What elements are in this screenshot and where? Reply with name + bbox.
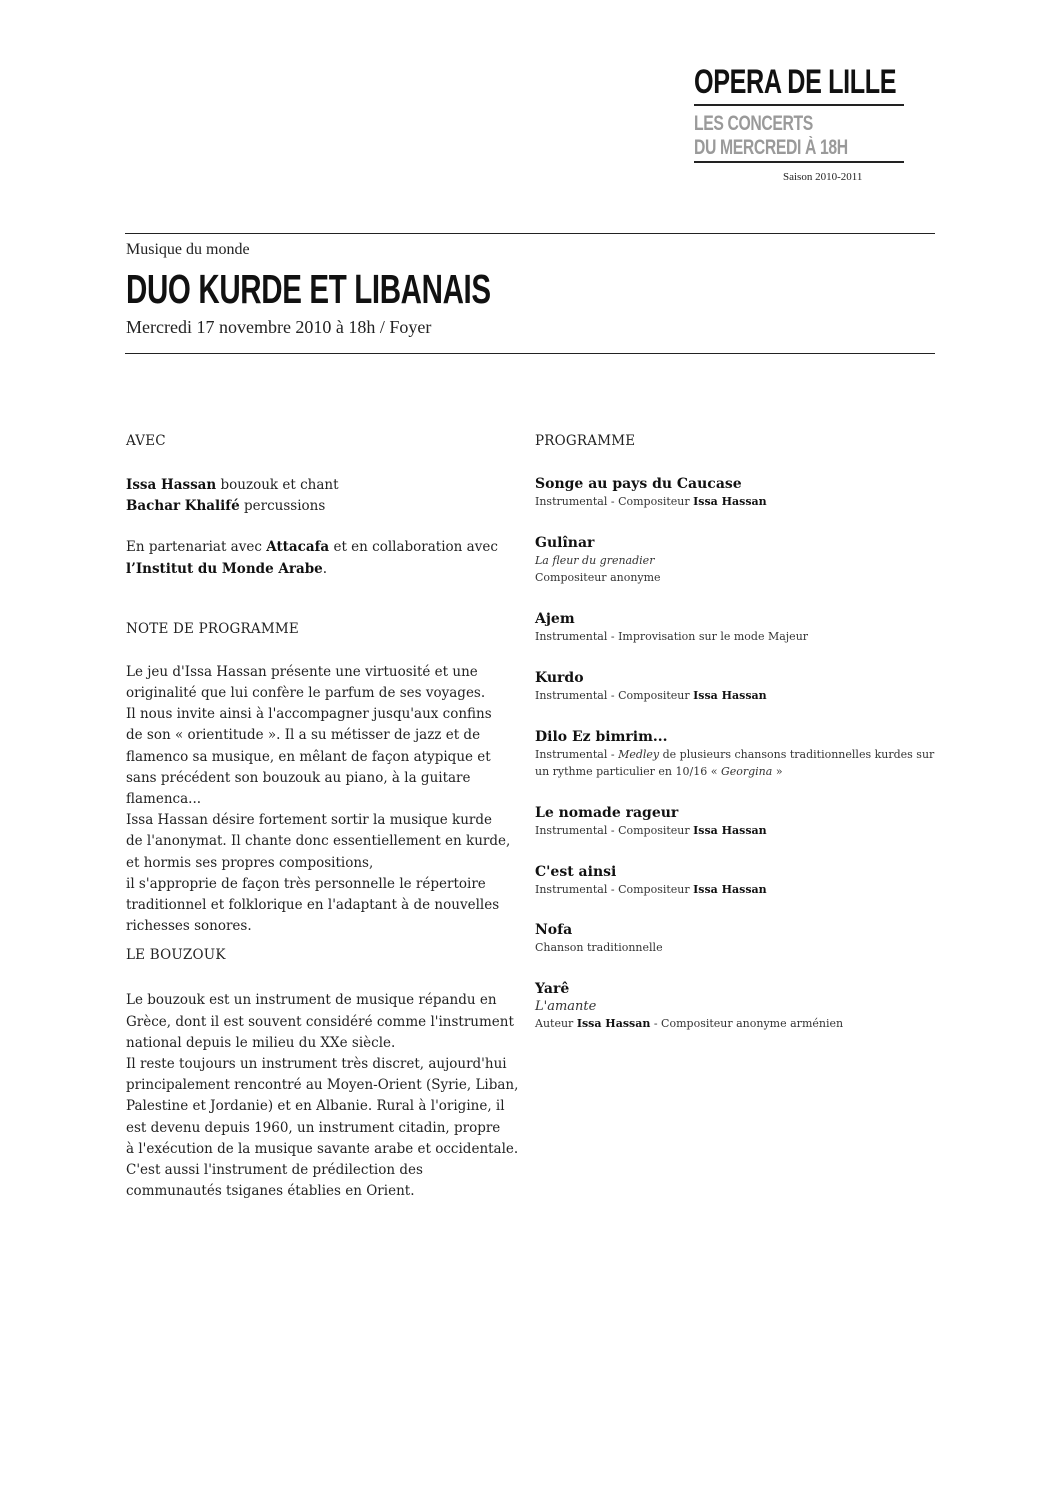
programme-item [535, 980, 935, 1032]
details-italic: Georgina [720, 765, 773, 778]
details-italic: Medley [618, 748, 660, 761]
partner-name: l’Institut du Monde Arabe [126, 560, 323, 577]
piece-details [535, 493, 935, 510]
season-label: Saison 2010-2011 [783, 171, 863, 183]
brand-title: OPERA DE LILLE [694, 63, 897, 101]
details-text: » [772, 765, 783, 778]
text-line: traditionnel et folklorique en l'adaptant à de nouvelles [126, 897, 500, 914]
partnership-text-2: et en collaboration avec [329, 539, 498, 556]
programme-list [535, 475, 935, 1032]
piece-details [535, 763, 935, 780]
piece-details [535, 1015, 935, 1032]
section-heading-note: NOTE DE PROGRAMME [126, 620, 299, 637]
piece-details [535, 822, 935, 839]
composer-name: Issa Hassan [693, 824, 767, 837]
partnership-text [126, 537, 526, 579]
text-line: à l'exécution de la musique savante arabe et occidentale. [126, 1140, 519, 1157]
divider [125, 353, 935, 354]
divider [125, 233, 935, 234]
series-title-line2: DU MERCREDI À 18H [694, 136, 848, 159]
text-line: flamenco sa musique, en mêlant de façon atypique et [126, 748, 491, 765]
programme-item [535, 669, 935, 704]
performer-role: percussions [244, 498, 326, 515]
performer-role: bouzouk et chant [220, 477, 339, 493]
text-line: Palestine et Jordanie) et en Albanie. Rural à l'origine, il [126, 1098, 505, 1115]
programme-item [535, 534, 935, 586]
piece-title: Dilo Ez bimrim... [535, 729, 668, 745]
piece-title: Yarê [535, 981, 570, 997]
piece-details [535, 746, 935, 763]
performer-name: Bachar Khalifé [126, 498, 240, 515]
text-line: Il nous invite ainsi à l'accompagner jusqu'aux confins [126, 706, 492, 723]
partner-name: Attacafa [266, 539, 330, 556]
text-line: C'est aussi l'instrument de prédilection des [126, 1162, 423, 1179]
text-line: national depuis le milieu du XXe siècle. [126, 1034, 396, 1051]
divider [694, 161, 904, 163]
programme-item [535, 610, 935, 645]
bouzouk-paragraph [126, 990, 526, 1202]
details-text: Instrumental - Compositeur [535, 883, 694, 896]
event-title: DUO KURDE ET LIBANAIS [126, 266, 491, 312]
piece-title: Kurdo [535, 670, 584, 686]
piece-title: Nofa [535, 922, 573, 938]
performer-name: Issa Hassan [126, 477, 217, 493]
composer-name: Issa Hassan [693, 495, 767, 508]
event-date: Mercredi 17 novembre 2010 à 18h / Foyer [126, 317, 432, 337]
partnership-text-1: En partenariat avec [126, 539, 267, 556]
details-text: Instrumental - Compositeur [535, 689, 694, 702]
programme-item [535, 863, 935, 898]
section-heading-avec: AVEC [126, 433, 166, 449]
text-line: Il reste toujours un instrument très discret, aujourd'hui [126, 1056, 507, 1073]
text-line: Le bouzouk est un instrument de musique répandu en [126, 992, 497, 1009]
details-text: un rythme particulier en 10/16 « [535, 765, 721, 778]
programme-item [535, 475, 935, 510]
section-heading-programme: PROGRAMME [535, 433, 636, 449]
piece-details [535, 881, 935, 898]
text-line: de son « orientitude ». Il a su métisser de jazz et de [126, 727, 481, 744]
details-text: Instrumental - Compositeur [535, 495, 694, 508]
text-line: principalement rencontré au Moyen-Orient (Syrie, Liban, [126, 1077, 519, 1094]
piece-details [535, 628, 935, 645]
text-line: et hormis ses propres compositions, [126, 854, 374, 871]
text-line: richesses sonores. [126, 918, 252, 935]
programme-item [535, 728, 935, 780]
piece-details [535, 569, 935, 586]
details-text: Chanson traditionnelle [535, 941, 663, 954]
text-line: de l'anonymat. Il chante donc essentiellement en kurde, [126, 833, 511, 850]
details-text: - Compositeur anonyme arménien [650, 1017, 844, 1030]
right-column [535, 433, 935, 1032]
piece-title: Songe au pays du Caucase [535, 476, 742, 492]
partnership-text-3: . [322, 560, 328, 577]
piece-title: Le nomade rageur [535, 805, 679, 821]
piece-subtitle: L'amante [535, 999, 597, 1014]
programme-item [535, 804, 935, 839]
text-line: Le jeu d'Issa Hassan présente une virtuosité et une [126, 663, 478, 680]
text-line: communautés tsiganes établies en Orient. [126, 1183, 415, 1200]
composer-name: Issa Hassan [693, 689, 767, 702]
section-heading-bouzouk: LE BOUZOUK [126, 947, 226, 964]
piece-title: C'est ainsi [535, 864, 617, 880]
text-line: flamenca... [126, 791, 202, 808]
details-text: Instrumental - Compositeur [535, 824, 694, 837]
piece-subtitle: La fleur du grenadier [535, 554, 655, 567]
performer [126, 496, 526, 517]
text-line: est devenu depuis 1960, un instrument citadin, propre [126, 1119, 501, 1136]
details-text: Auteur [535, 1017, 577, 1030]
left-column [126, 433, 526, 1202]
piece-title: Gulînar [535, 535, 595, 551]
event-category: Musique du monde [126, 241, 250, 258]
details-text: Compositeur anonyme [535, 571, 661, 584]
details-text: Instrumental - Improvisation sur le mode Majeur [535, 630, 809, 643]
series-title-line1: LES CONCERTS [694, 112, 813, 135]
piece-title: Ajem [535, 611, 575, 627]
details-text: Instrumental - [535, 748, 619, 761]
divider [694, 104, 904, 106]
composer-name: Issa Hassan [693, 883, 767, 896]
piece-details [535, 939, 935, 956]
composer-name: Issa Hassan [576, 1017, 651, 1030]
text-line: Grèce, dont il est souvent considéré comme l'instrument [126, 1013, 514, 1030]
programme-item [535, 921, 935, 956]
piece-details [535, 687, 935, 704]
note-paragraph [126, 662, 526, 938]
details-text: de plusieurs chansons traditionnelles kurdes sur [659, 748, 935, 761]
text-line: il s'approprie de façon très personnelle le répertoire [126, 875, 486, 892]
text-line: sans précédent son bouzouk au piano, à la guitare [126, 769, 471, 786]
performer [126, 475, 526, 496]
text-line: Issa Hassan désire fortement sortir la musique kurde [126, 812, 493, 829]
text-line: originalité que lui confère le parfum de ses voyages. [126, 685, 486, 702]
